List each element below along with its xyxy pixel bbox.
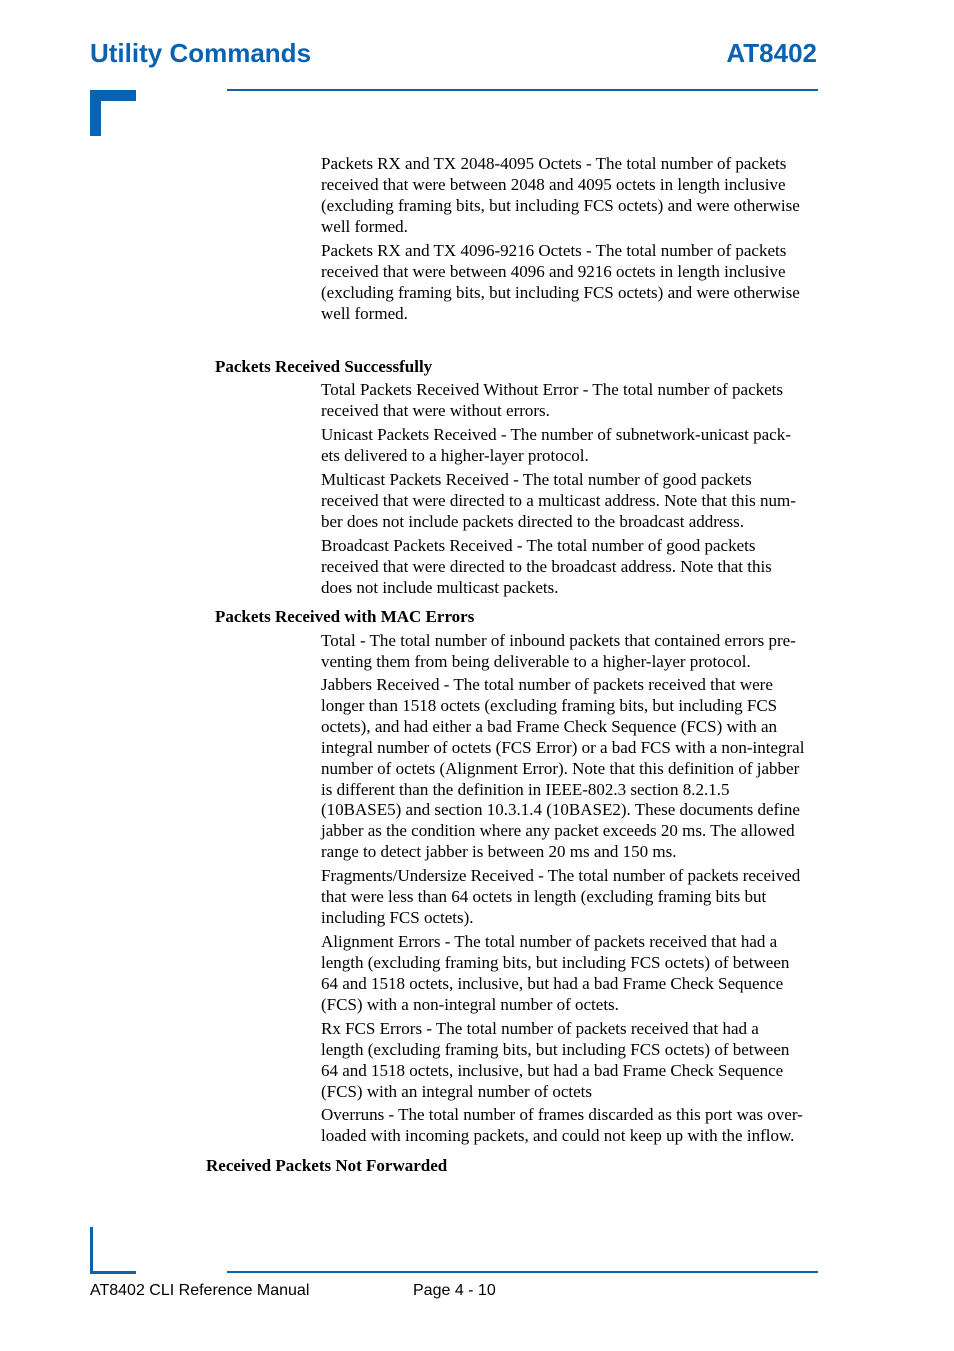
paragraph: Jabbers Received - The total number of packets received that were longer than 1518 octets (excluding framing bits, but including FCS octets), and had either a bad Frame Check Sequence (FCS) with an integral number of octets (FCS Error) or a bad FCS with a non-integral number of octets (Alignment Error). Note that this definition of jabber is different than the definition in IEEE-802.3 section 8.2.1.5 (10BASE5) and section 10.3.1.4 (10BASE2). These documents define jabber as the condition where any packet exceeds 20 ms. The allowed range to detect jabber is between 20 ms and 150 ms.: [321, 675, 805, 862]
paragraph: Alignment Errors - The total number of packets received that had a length (excluding framing bits, but including FCS octets) of between 64 and 1518 octets, inclusive, but had a bad Frame Check Sequence (FCS) with a non-integral number of octets.: [321, 932, 790, 1014]
footer-bracket-vertical: [90, 1227, 93, 1274]
page-header-title: Utility Commands: [90, 38, 312, 68]
header-rule: [227, 89, 818, 91]
paragraph: Packets RX and TX 4096-9216 Octets - The total number of packets received that were between 4096 and 9216 octets in length inclusive (excluding framing bits, but including FCS octets) and were otherwise well formed.: [321, 241, 800, 323]
paragraph: Rx FCS Errors - The total number of packets received that had a length (excluding framing bits, but including FCS octets) of between 64 and 1518 octets, inclusive, but had a bad Frame Check Sequence (FCS) with an integral number of octets: [321, 1019, 790, 1101]
footer-page-number: Page 4 - 10: [413, 1282, 496, 1299]
paragraph: Total - The total number of inbound packets that contained errors pre- venting them from being deliverable to a higher-layer protocol.: [321, 631, 796, 671]
footer-bracket-horizontal: [90, 1271, 136, 1274]
paragraph: Broadcast Packets Received - The total number of good packets received that were directed to the broadcast address. Note that this does not include multicast packets.: [321, 536, 772, 597]
paragraph: Overruns - The total number of frames discarded as this port was over- loaded with incoming packets, and could not keep up with the inflow.: [321, 1105, 803, 1145]
paragraph: Unicast Packets Received - The number of subnetwork-unicast pack- ets delivered to a higher-layer protocol.: [321, 425, 791, 465]
corner-bracket-vertical: [90, 90, 101, 136]
footer-manual-title: AT8402 CLI Reference Manual: [90, 1282, 310, 1299]
section-heading: Received Packets Not Forwarded: [206, 1156, 448, 1175]
product-name: AT8402: [726, 38, 817, 68]
paragraph: Fragments/Undersize Received - The total number of packets received that were less than 64 octets in length (excluding framing bits but including FCS octets).: [321, 866, 801, 927]
paragraph: Total Packets Received Without Error - The total number of packets received that were without errors.: [321, 380, 784, 420]
section-heading: Packets Received with MAC Errors: [215, 607, 475, 626]
paragraph: Multicast Packets Received - The total number of good packets received that were directed to a multicast address. Note that this num- ber does not include packets directed to the broadcast address.: [321, 470, 796, 531]
paragraph: Packets RX and TX 2048-4095 Octets - The total number of packets received that were between 2048 and 4095 octets in length inclusive (excluding framing bits, but including FCS octets) and were otherwise well formed.: [321, 154, 800, 236]
footer-rule: [227, 1271, 818, 1273]
section-heading: Packets Received Successfully: [215, 357, 433, 376]
